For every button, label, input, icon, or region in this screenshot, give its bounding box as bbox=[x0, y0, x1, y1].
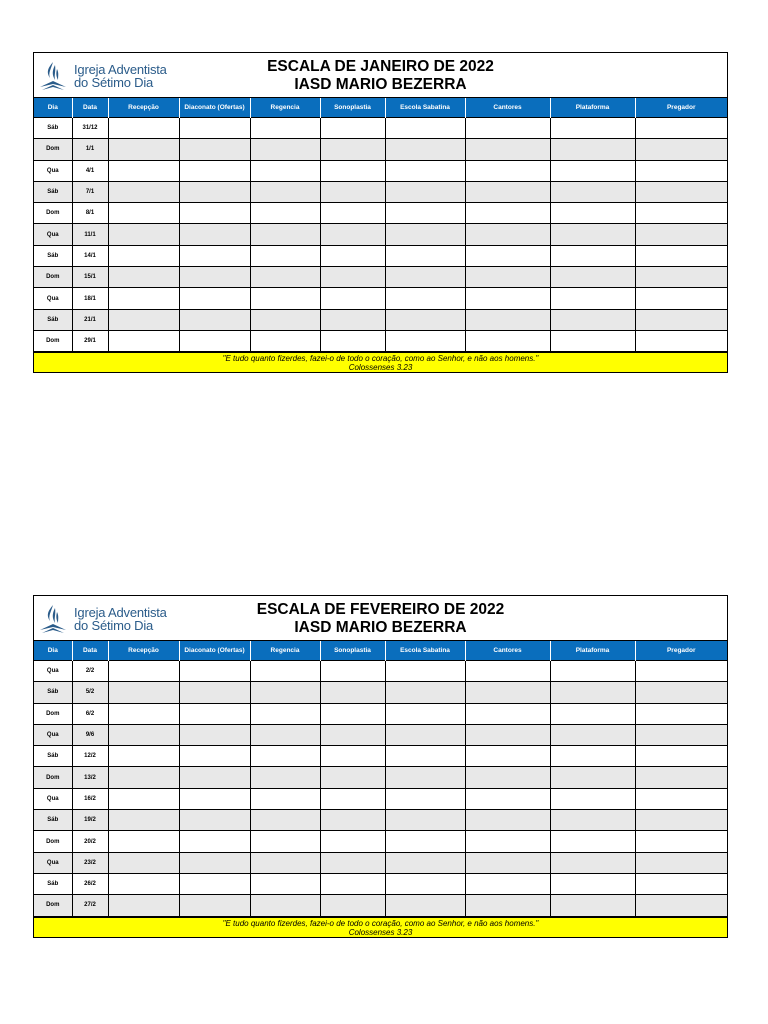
assignment-cell[interactable] bbox=[550, 873, 635, 894]
table-row bbox=[34, 661, 727, 682]
assignment-cell[interactable] bbox=[635, 118, 727, 139]
table-row bbox=[34, 203, 727, 224]
assignment-cell[interactable] bbox=[550, 330, 635, 351]
assignment-cell[interactable] bbox=[635, 810, 727, 831]
assignment-cell[interactable] bbox=[385, 309, 465, 330]
schedule-sheet-february bbox=[33, 595, 728, 938]
assignment-cell[interactable] bbox=[550, 810, 635, 831]
assignment-cell[interactable] bbox=[320, 746, 385, 767]
assignment-cell[interactable] bbox=[250, 661, 320, 682]
day-cell: Qua bbox=[34, 724, 72, 745]
assignment-cell[interactable] bbox=[465, 724, 550, 745]
assignment-cell[interactable] bbox=[179, 810, 250, 831]
assignment-cell[interactable] bbox=[385, 160, 465, 181]
sheet-header bbox=[34, 53, 727, 98]
assignment-cell[interactable] bbox=[550, 895, 635, 916]
assignment-cell[interactable] bbox=[179, 682, 250, 703]
column-header: Recepção bbox=[108, 641, 179, 661]
assignment-cell[interactable] bbox=[465, 703, 550, 724]
adventist-flame-bible-icon bbox=[38, 60, 68, 92]
day-cell: Dom bbox=[34, 767, 72, 788]
column-header: Escola Sabatina bbox=[385, 98, 465, 118]
assignment-cell[interactable] bbox=[108, 139, 179, 160]
schedule-sheet-january bbox=[33, 52, 728, 373]
assignment-cell[interactable] bbox=[550, 181, 635, 202]
assignment-cell[interactable] bbox=[465, 661, 550, 682]
table-row bbox=[34, 788, 727, 809]
assignment-cell[interactable] bbox=[465, 245, 550, 266]
assignment-cell[interactable] bbox=[385, 181, 465, 202]
date-cell: 12/2 bbox=[72, 746, 108, 767]
assignment-cell[interactable] bbox=[635, 873, 727, 894]
assignment-cell[interactable] bbox=[250, 139, 320, 160]
table-row bbox=[34, 245, 727, 266]
assignment-cell[interactable] bbox=[550, 682, 635, 703]
column-header: Data bbox=[72, 641, 108, 661]
assignment-cell[interactable] bbox=[320, 288, 385, 309]
column-header: Diaconato (Ofertas) bbox=[179, 98, 250, 118]
assignment-cell[interactable] bbox=[108, 831, 179, 852]
assignment-cell[interactable] bbox=[320, 831, 385, 852]
logo-line-2: do Sétimo Dia bbox=[74, 75, 154, 90]
assignment-cell[interactable] bbox=[465, 746, 550, 767]
assignment-cell[interactable] bbox=[320, 139, 385, 160]
footer-quote: "E tudo quanto fizerdes, fazei-o de todo o coração, como ao Senhor, e não aos homens." bbox=[222, 354, 539, 364]
assignment-cell[interactable] bbox=[385, 746, 465, 767]
date-cell: 27/2 bbox=[72, 895, 108, 916]
assignment-cell[interactable] bbox=[385, 724, 465, 745]
table-row bbox=[34, 895, 727, 916]
assignment-cell[interactable] bbox=[385, 895, 465, 916]
table-row bbox=[34, 309, 727, 330]
column-header: Regencia bbox=[250, 98, 320, 118]
assignment-cell[interactable] bbox=[108, 330, 179, 351]
column-header: Recepção bbox=[108, 98, 179, 118]
date-cell: 23/2 bbox=[72, 852, 108, 873]
date-cell: 15/1 bbox=[72, 267, 108, 288]
day-cell: Qua bbox=[34, 852, 72, 873]
day-cell: Qua bbox=[34, 288, 72, 309]
assignment-cell[interactable] bbox=[108, 788, 179, 809]
assignment-cell[interactable] bbox=[179, 831, 250, 852]
date-cell: 20/2 bbox=[72, 831, 108, 852]
assignment-cell[interactable] bbox=[635, 661, 727, 682]
assignment-cell[interactable] bbox=[465, 810, 550, 831]
day-cell: Dom bbox=[34, 895, 72, 916]
assignment-cell[interactable] bbox=[320, 895, 385, 916]
day-cell: Dom bbox=[34, 703, 72, 724]
date-cell: 18/1 bbox=[72, 288, 108, 309]
assignment-cell[interactable] bbox=[179, 139, 250, 160]
logo-line-1: Igreja Adventista bbox=[74, 605, 167, 620]
date-cell: 26/2 bbox=[72, 873, 108, 894]
assignment-cell[interactable] bbox=[385, 224, 465, 245]
assignment-cell[interactable] bbox=[179, 724, 250, 745]
sheet-subtitle: IASD MARIO BEZERRA bbox=[294, 619, 467, 636]
table-row bbox=[34, 224, 727, 245]
assignment-cell[interactable] bbox=[385, 118, 465, 139]
assignment-cell[interactable] bbox=[179, 309, 250, 330]
footer-verse bbox=[34, 352, 727, 372]
assignment-cell[interactable] bbox=[385, 873, 465, 894]
column-header: Cantores bbox=[465, 641, 550, 661]
assignment-cell[interactable] bbox=[179, 245, 250, 266]
assignment-cell[interactable] bbox=[385, 810, 465, 831]
assignment-cell[interactable] bbox=[320, 724, 385, 745]
assignment-cell[interactable] bbox=[465, 181, 550, 202]
assignment-cell[interactable] bbox=[385, 330, 465, 351]
assignment-cell[interactable] bbox=[385, 245, 465, 266]
assignment-cell[interactable] bbox=[108, 267, 179, 288]
assignment-cell[interactable] bbox=[108, 309, 179, 330]
assignment-cell[interactable] bbox=[465, 330, 550, 351]
day-cell: Dom bbox=[34, 203, 72, 224]
assignment-cell[interactable] bbox=[108, 852, 179, 873]
table-row bbox=[34, 288, 727, 309]
date-cell: 19/2 bbox=[72, 810, 108, 831]
assignment-cell[interactable] bbox=[550, 288, 635, 309]
assignment-cell[interactable] bbox=[550, 703, 635, 724]
assignment-cell[interactable] bbox=[635, 703, 727, 724]
column-header: Data bbox=[72, 98, 108, 118]
assignment-cell[interactable] bbox=[250, 873, 320, 894]
assignment-cell[interactable] bbox=[320, 160, 385, 181]
assignment-cell[interactable] bbox=[320, 224, 385, 245]
date-cell: 14/1 bbox=[72, 245, 108, 266]
date-cell: 9/6 bbox=[72, 724, 108, 745]
assignment-cell[interactable] bbox=[635, 203, 727, 224]
assignment-cell[interactable] bbox=[465, 118, 550, 139]
assignment-cell[interactable] bbox=[550, 746, 635, 767]
schedule-table bbox=[34, 98, 727, 352]
assignment-cell[interactable] bbox=[250, 288, 320, 309]
assignment-cell[interactable] bbox=[385, 682, 465, 703]
assignment-cell[interactable] bbox=[179, 746, 250, 767]
assignment-cell[interactable] bbox=[465, 139, 550, 160]
assignment-cell[interactable] bbox=[550, 852, 635, 873]
assignment-cell[interactable] bbox=[108, 661, 179, 682]
assignment-cell[interactable] bbox=[320, 309, 385, 330]
assignment-cell[interactable] bbox=[250, 181, 320, 202]
assignment-cell[interactable] bbox=[320, 873, 385, 894]
assignment-cell[interactable] bbox=[385, 852, 465, 873]
assignment-cell[interactable] bbox=[250, 160, 320, 181]
date-cell: 1/1 bbox=[72, 139, 108, 160]
assignment-cell[interactable] bbox=[550, 118, 635, 139]
assignment-cell[interactable] bbox=[320, 810, 385, 831]
table-row bbox=[34, 682, 727, 703]
assignment-cell[interactable] bbox=[179, 661, 250, 682]
assignment-cell[interactable] bbox=[179, 267, 250, 288]
assignment-cell[interactable] bbox=[385, 767, 465, 788]
column-header: Dia bbox=[34, 641, 72, 661]
assignment-cell[interactable] bbox=[179, 852, 250, 873]
assignment-cell[interactable] bbox=[250, 724, 320, 745]
assignment-cell[interactable] bbox=[635, 160, 727, 181]
column-header: Regencia bbox=[250, 641, 320, 661]
assignment-cell[interactable] bbox=[635, 724, 727, 745]
assignment-cell[interactable] bbox=[635, 788, 727, 809]
column-header: Escola Sabatina bbox=[385, 641, 465, 661]
assignment-cell[interactable] bbox=[465, 160, 550, 181]
day-cell: Sáb bbox=[34, 118, 72, 139]
column-header: Plataforma bbox=[550, 641, 635, 661]
footer-verse bbox=[34, 917, 727, 937]
day-cell: Sáb bbox=[34, 746, 72, 767]
column-header: Pregador bbox=[635, 98, 727, 118]
assignment-cell[interactable] bbox=[179, 118, 250, 139]
assignment-cell[interactable] bbox=[320, 788, 385, 809]
assignment-cell[interactable] bbox=[635, 309, 727, 330]
assignment-cell[interactable] bbox=[635, 852, 727, 873]
day-cell: Qua bbox=[34, 661, 72, 682]
assignment-cell[interactable] bbox=[179, 224, 250, 245]
assignment-cell[interactable] bbox=[108, 203, 179, 224]
assignment-cell[interactable] bbox=[550, 160, 635, 181]
table-row bbox=[34, 181, 727, 202]
assignment-cell[interactable] bbox=[108, 288, 179, 309]
assignment-cell[interactable] bbox=[108, 724, 179, 745]
assignment-cell[interactable] bbox=[179, 873, 250, 894]
assignment-cell[interactable] bbox=[179, 160, 250, 181]
assignment-cell[interactable] bbox=[250, 203, 320, 224]
assignment-cell[interactable] bbox=[179, 767, 250, 788]
assignment-cell[interactable] bbox=[385, 267, 465, 288]
assignment-cell[interactable] bbox=[635, 245, 727, 266]
assignment-cell[interactable] bbox=[320, 267, 385, 288]
assignment-cell[interactable] bbox=[179, 330, 250, 351]
column-header: Diaconato (Ofertas) bbox=[179, 641, 250, 661]
day-cell: Dom bbox=[34, 831, 72, 852]
assignment-cell[interactable] bbox=[635, 224, 727, 245]
assignment-cell[interactable] bbox=[179, 203, 250, 224]
table-row bbox=[34, 810, 727, 831]
church-logo bbox=[38, 602, 167, 636]
assignment-cell[interactable] bbox=[179, 788, 250, 809]
assignment-cell[interactable] bbox=[635, 767, 727, 788]
assignment-cell[interactable] bbox=[320, 118, 385, 139]
assignment-cell[interactable] bbox=[250, 895, 320, 916]
day-cell: Sáb bbox=[34, 309, 72, 330]
logo-line-1: Igreja Adventista bbox=[74, 62, 167, 77]
assignment-cell[interactable] bbox=[465, 309, 550, 330]
date-cell: 2/2 bbox=[72, 661, 108, 682]
column-header: Dia bbox=[34, 98, 72, 118]
sheet-header bbox=[34, 596, 727, 641]
footer-reference: Colossenses 3.23 bbox=[348, 363, 413, 373]
table-header-row bbox=[34, 641, 727, 661]
day-cell: Dom bbox=[34, 267, 72, 288]
assignment-cell[interactable] bbox=[635, 746, 727, 767]
table-row bbox=[34, 330, 727, 351]
sheet-title: ESCALA DE JANEIRO DE 2022 bbox=[267, 58, 494, 75]
assignment-cell[interactable] bbox=[250, 746, 320, 767]
assignment-cell[interactable] bbox=[465, 682, 550, 703]
assignment-cell[interactable] bbox=[385, 661, 465, 682]
table-row bbox=[34, 160, 727, 181]
assignment-cell[interactable] bbox=[108, 703, 179, 724]
assignment-cell[interactable] bbox=[108, 224, 179, 245]
assignment-cell[interactable] bbox=[179, 895, 250, 916]
date-cell: 29/1 bbox=[72, 330, 108, 351]
assignment-cell[interactable] bbox=[108, 810, 179, 831]
assignment-cell[interactable] bbox=[465, 873, 550, 894]
assignment-cell[interactable] bbox=[550, 767, 635, 788]
assignment-cell[interactable] bbox=[320, 852, 385, 873]
day-cell: Sáb bbox=[34, 873, 72, 894]
assignment-cell[interactable] bbox=[550, 309, 635, 330]
column-header: Cantores bbox=[465, 98, 550, 118]
table-row bbox=[34, 139, 727, 160]
assignment-cell[interactable] bbox=[250, 831, 320, 852]
table-row bbox=[34, 831, 727, 852]
assignment-cell[interactable] bbox=[635, 330, 727, 351]
assignment-cell[interactable] bbox=[320, 767, 385, 788]
date-cell: 5/2 bbox=[72, 682, 108, 703]
assignment-cell[interactable] bbox=[465, 203, 550, 224]
assignment-cell[interactable] bbox=[465, 267, 550, 288]
assignment-cell[interactable] bbox=[250, 224, 320, 245]
footer-quote: "E tudo quanto fizerdes, fazei-o de todo o coração, como ao Senhor, e não aos homens." bbox=[222, 918, 539, 928]
assignment-cell[interactable] bbox=[250, 682, 320, 703]
assignment-cell[interactable] bbox=[550, 661, 635, 682]
assignment-cell[interactable] bbox=[250, 767, 320, 788]
day-cell: Sáb bbox=[34, 181, 72, 202]
footer-reference: Colossenses 3.23 bbox=[348, 927, 413, 937]
assignment-cell[interactable] bbox=[250, 118, 320, 139]
column-header: Sonoplastia bbox=[320, 98, 385, 118]
assignment-cell[interactable] bbox=[635, 831, 727, 852]
assignment-cell[interactable] bbox=[250, 703, 320, 724]
date-cell: 21/1 bbox=[72, 309, 108, 330]
assignment-cell[interactable] bbox=[385, 703, 465, 724]
table-row bbox=[34, 267, 727, 288]
assignment-cell[interactable] bbox=[385, 139, 465, 160]
table-row bbox=[34, 873, 727, 894]
column-header: Pregador bbox=[635, 641, 727, 661]
assignment-cell[interactable] bbox=[550, 203, 635, 224]
table-header-row bbox=[34, 98, 727, 118]
sheet-subtitle: IASD MARIO BEZERRA bbox=[294, 76, 467, 93]
assignment-cell[interactable] bbox=[550, 224, 635, 245]
assignment-cell[interactable] bbox=[550, 267, 635, 288]
assignment-cell[interactable] bbox=[179, 288, 250, 309]
assignment-cell[interactable] bbox=[465, 831, 550, 852]
column-header: Sonoplastia bbox=[320, 641, 385, 661]
assignment-cell[interactable] bbox=[465, 224, 550, 245]
day-cell: Dom bbox=[34, 139, 72, 160]
table-row bbox=[34, 767, 727, 788]
assignment-cell[interactable] bbox=[320, 203, 385, 224]
table-row bbox=[34, 852, 727, 873]
date-cell: 13/2 bbox=[72, 767, 108, 788]
assignment-cell[interactable] bbox=[550, 724, 635, 745]
day-cell: Sáb bbox=[34, 245, 72, 266]
assignment-cell[interactable] bbox=[320, 682, 385, 703]
day-cell: Sáb bbox=[34, 810, 72, 831]
assignment-cell[interactable] bbox=[550, 788, 635, 809]
day-cell: Qua bbox=[34, 788, 72, 809]
table-row bbox=[34, 118, 727, 139]
church-logo bbox=[38, 59, 167, 93]
logo-line-2: do Sétimo Dia bbox=[74, 618, 154, 633]
assignment-cell[interactable] bbox=[635, 895, 727, 916]
sheet-title: ESCALA DE FEVEREIRO DE 2022 bbox=[256, 601, 505, 618]
assignment-cell[interactable] bbox=[250, 852, 320, 873]
assignment-cell[interactable] bbox=[465, 288, 550, 309]
assignment-cell[interactable] bbox=[108, 767, 179, 788]
adventist-flame-bible-icon bbox=[38, 603, 68, 635]
assignment-cell[interactable] bbox=[108, 118, 179, 139]
assignment-cell[interactable] bbox=[465, 788, 550, 809]
assignment-cell[interactable] bbox=[465, 895, 550, 916]
assignment-cell[interactable] bbox=[108, 181, 179, 202]
assignment-cell[interactable] bbox=[108, 160, 179, 181]
assignment-cell[interactable] bbox=[385, 788, 465, 809]
date-cell: 8/1 bbox=[72, 203, 108, 224]
assignment-cell[interactable] bbox=[108, 895, 179, 916]
assignment-cell[interactable] bbox=[635, 139, 727, 160]
date-cell: 4/1 bbox=[72, 160, 108, 181]
assignment-cell[interactable] bbox=[550, 245, 635, 266]
assignment-cell[interactable] bbox=[635, 288, 727, 309]
assignment-cell[interactable] bbox=[320, 661, 385, 682]
assignment-cell[interactable] bbox=[250, 309, 320, 330]
assignment-cell[interactable] bbox=[179, 181, 250, 202]
day-cell: Dom bbox=[34, 330, 72, 351]
day-cell: Sáb bbox=[34, 682, 72, 703]
assignment-cell[interactable] bbox=[320, 181, 385, 202]
assignment-cell[interactable] bbox=[385, 831, 465, 852]
day-cell: Qua bbox=[34, 224, 72, 245]
column-header: Plataforma bbox=[550, 98, 635, 118]
date-cell: 31/12 bbox=[72, 118, 108, 139]
table-row bbox=[34, 703, 727, 724]
assignment-cell[interactable] bbox=[320, 703, 385, 724]
assignment-cell[interactable] bbox=[108, 682, 179, 703]
schedule-table bbox=[34, 641, 727, 917]
assignment-cell[interactable] bbox=[108, 873, 179, 894]
assignment-cell[interactable] bbox=[385, 288, 465, 309]
assignment-cell[interactable] bbox=[550, 139, 635, 160]
assignment-cell[interactable] bbox=[250, 245, 320, 266]
assignment-cell[interactable] bbox=[635, 267, 727, 288]
date-cell: 7/1 bbox=[72, 181, 108, 202]
assignment-cell[interactable] bbox=[250, 788, 320, 809]
table-row bbox=[34, 724, 727, 745]
assignment-cell[interactable] bbox=[465, 767, 550, 788]
date-cell: 11/1 bbox=[72, 224, 108, 245]
assignment-cell[interactable] bbox=[250, 267, 320, 288]
assignment-cell[interactable] bbox=[250, 810, 320, 831]
assignment-cell[interactable] bbox=[250, 330, 320, 351]
assignment-cell[interactable] bbox=[465, 852, 550, 873]
assignment-cell[interactable] bbox=[385, 203, 465, 224]
date-cell: 6/2 bbox=[72, 703, 108, 724]
table-row bbox=[34, 746, 727, 767]
date-cell: 16/2 bbox=[72, 788, 108, 809]
assignment-cell[interactable] bbox=[108, 746, 179, 767]
assignment-cell[interactable] bbox=[550, 831, 635, 852]
assignment-cell[interactable] bbox=[320, 245, 385, 266]
assignment-cell[interactable] bbox=[179, 703, 250, 724]
assignment-cell[interactable] bbox=[320, 330, 385, 351]
day-cell: Qua bbox=[34, 160, 72, 181]
assignment-cell[interactable] bbox=[635, 682, 727, 703]
assignment-cell[interactable] bbox=[635, 181, 727, 202]
assignment-cell[interactable] bbox=[108, 245, 179, 266]
